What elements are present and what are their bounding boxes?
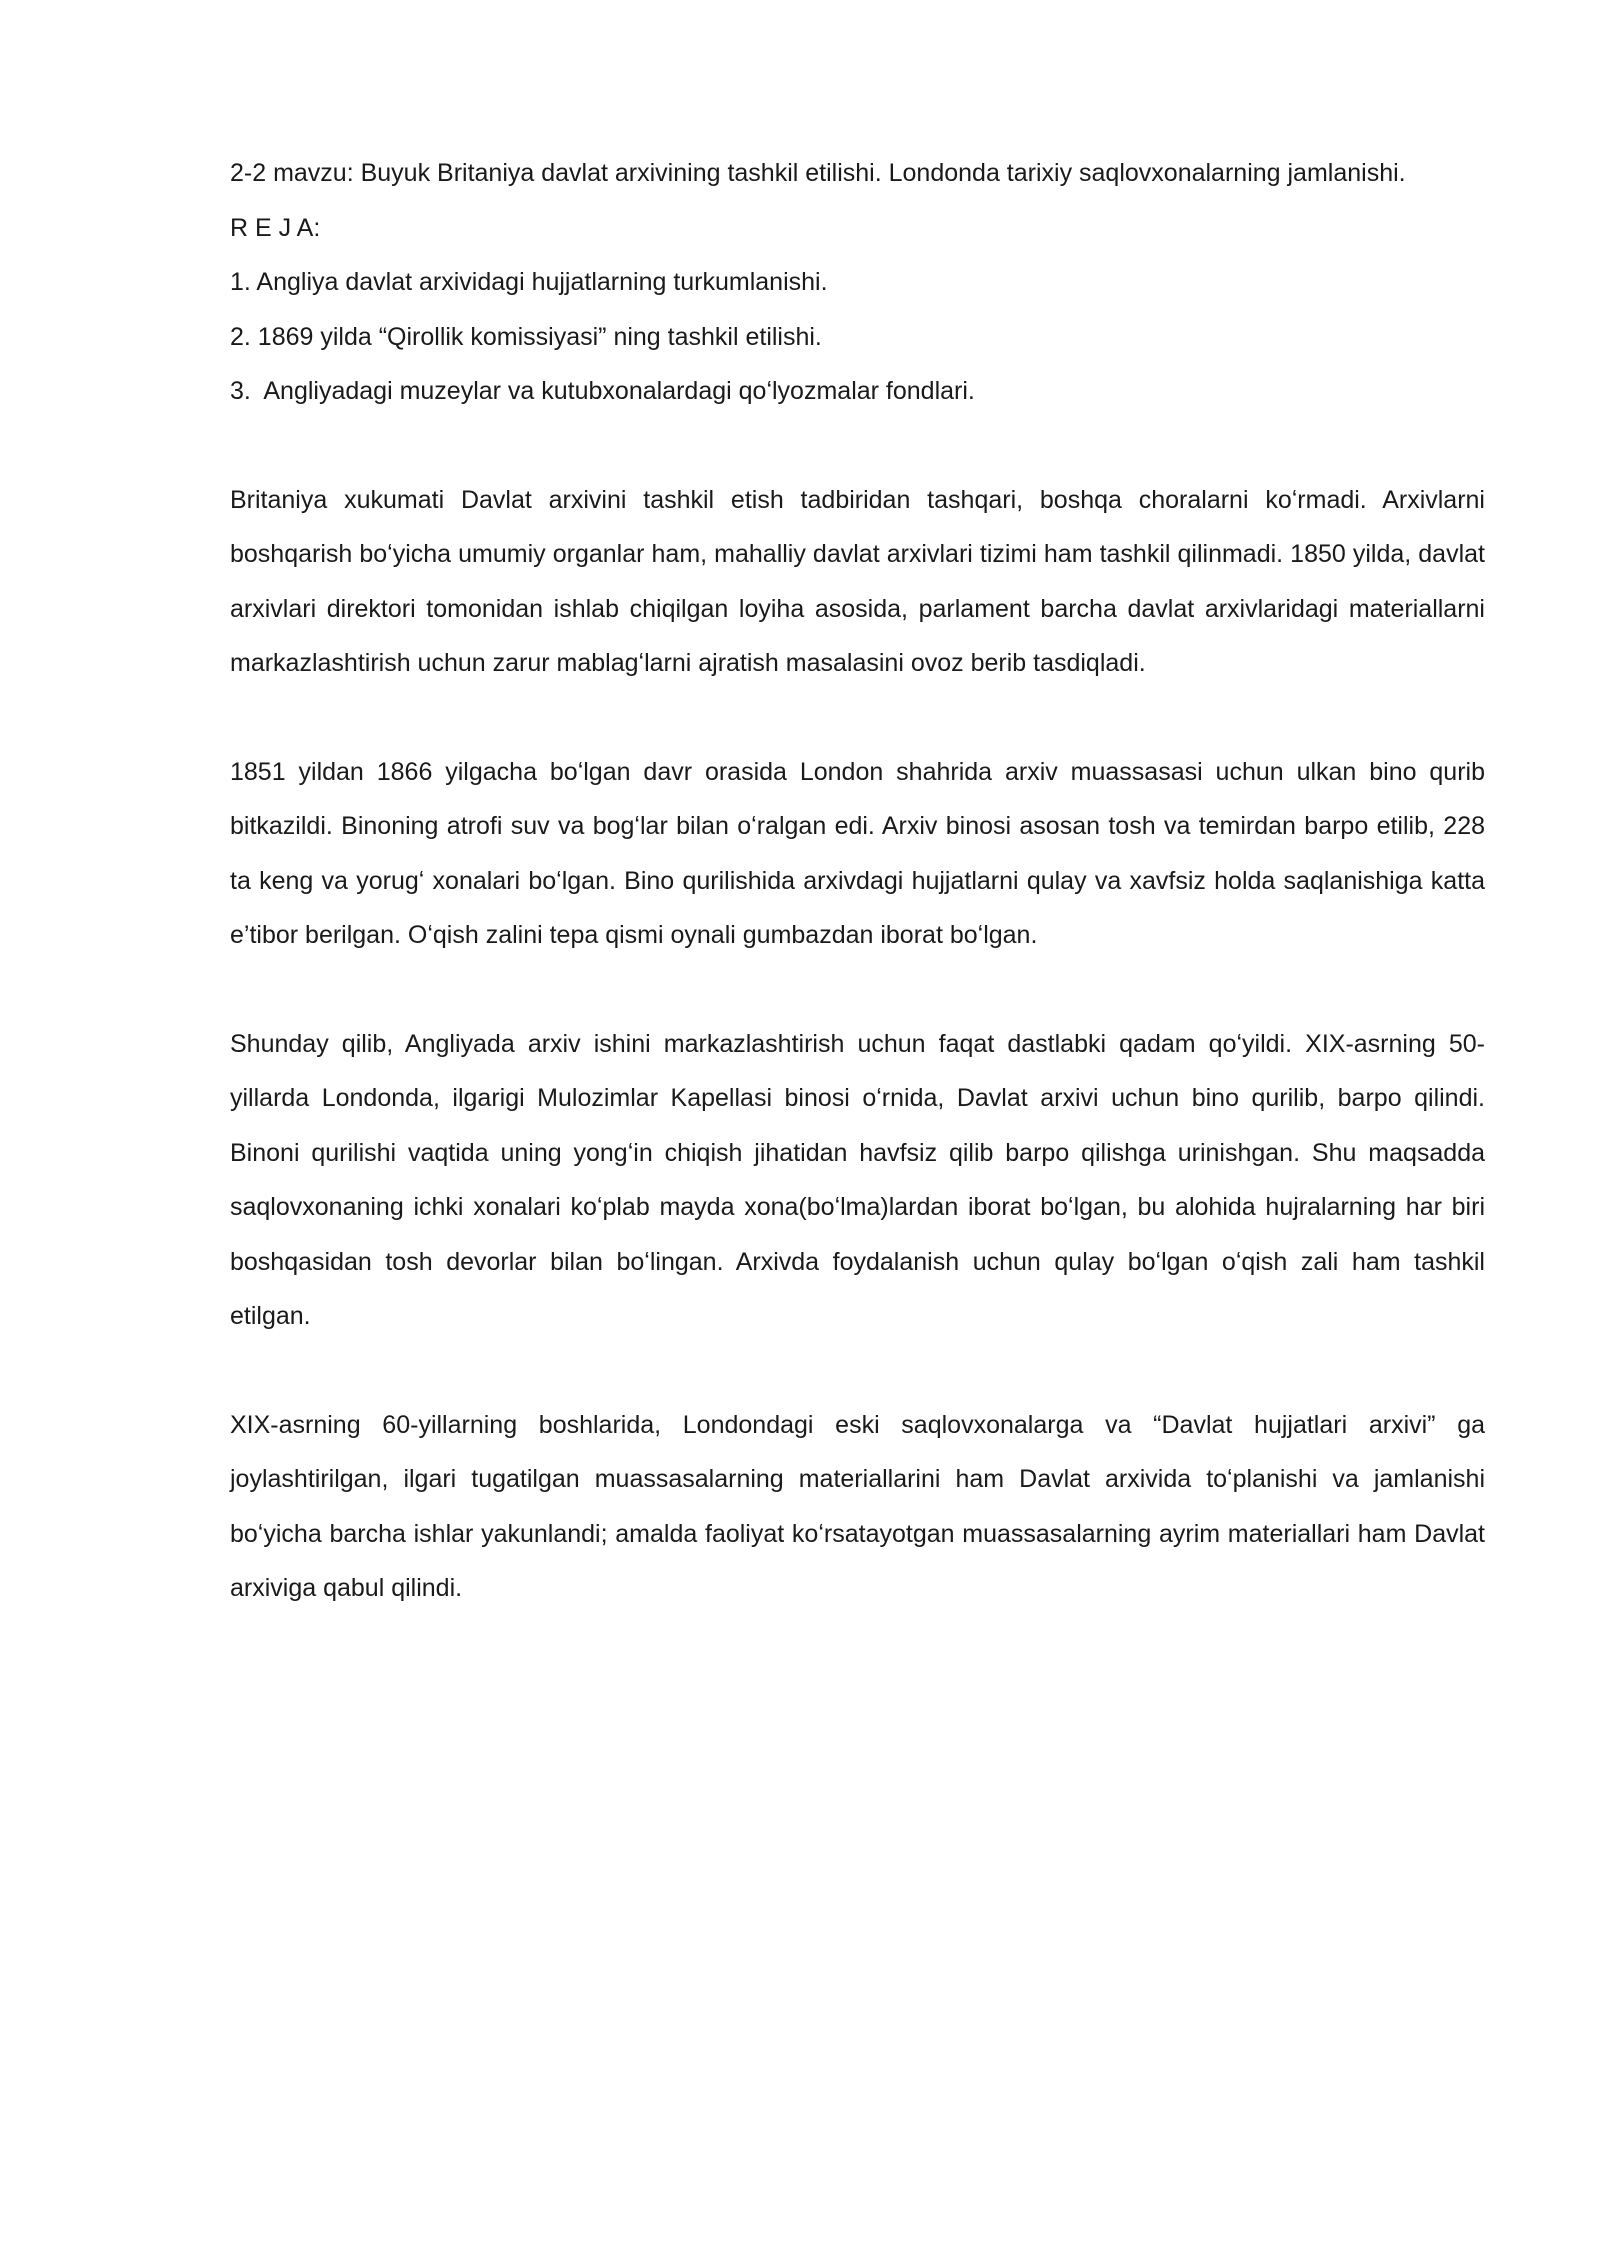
body-paragraph: XIX-asrning 60-yillarning boshlarida, Londondagi eski saqlovxonalarga va “Davlat hujjatlari arxivi” ga joylashtirilgan, ilgari tugatilgan muassasalarning materiallarini ham Davlat arxivida toʻplanishi va jamlanishi boʻyicha barcha ishlar yakunlandi; amalda faoliyat koʻrsatayotgan muassasalarning ayrim materiallari ham Davlat arxiviga qabul qilindi. [230,1410,1485,1602]
plan-item: 2. 1869 yilda “Qirollik komissiyasi” ning tashkil etilishi. [230,322,822,351]
document-page [230,146,1485,1616]
plan-item: 3. Angliyadagi muzeylar va kutubxonalardagi qoʻlyozmalar fondlari. [230,377,975,405]
plan-heading: R E J A: [230,213,321,242]
body-paragraph: 1851 yildan 1866 yilgacha boʻlgan davr orasida London shahrida arxiv muassasasi uchun ulkan bino qurib bitkazildi. Binoning atrofi suv va bogʻlar bilan oʻralgan edi. Arxiv binosi asosan tosh va temirdan barpo etilib, 228 ta keng va yorugʻ xonalari boʻlgan. Bino qurilishida arxivdagi hujjatlarni qulay va xavfsiz holda saqlanishiga katta e’tibor berilgan. Oʻqish zalini tepa qismi oynali gumbazdan iborat boʻlgan. [230,757,1485,949]
body-paragraph: Britaniya xukumati Davlat arxivini tashkil etish tadbiridan tashqari, boshqa choralarni koʻrmadi. Arxivlarni boshqarish boʻyicha umumiy organlar ham, mahalliy davlat arxivlari tizimi ham tashkil qilinmadi. 1850 yilda, davlat arxivlari direktori tomonidan ishlab chiqilgan loyiha asosida, parlament barcha davlat arxivlaridagi materiallarni markazlashtirish uchun zarur mablagʻlarni ajratish masalasini ovoz berib tasdiqladi. [230,485,1485,677]
plan-item: 1. Angliya davlat arxividagi hujjatlarning turkumlanishi. [230,268,828,296]
document-title: 2-2 mavzu: Buyuk Britaniya davlat arxivining tashkil etilishi. Londonda tarixiy saqlovxonalarning jamlanishi. [230,159,1406,187]
body-paragraph: Shunday qilib, Angliyada arxiv ishini markazlashtirish uchun faqat dastlabki qadam qoʻyildi. XIX-asrning 50-yillarda Londonda, ilgarigi Mulozimlar Kapellasi binosi oʻrnida, Davlat arxivi uchun bino qurilib, barpo qilindi. Binoni qurilishi vaqtida uning yongʻin chiqish jihatidan havfsiz qilib barpo qilishga urinishgan. Shu maqsadda saqlovxonaning ichki xonalari koʻplab mayda xona(boʻlma)lardan iborat boʻlgan, bu alohida hujralarning har biri boshqasidan tosh devorlar bilan boʻlingan. Arxivda foydalanish uchun qulay boʻlgan oʻqish zali ham tashkil etilgan. [230,1029,1485,1330]
